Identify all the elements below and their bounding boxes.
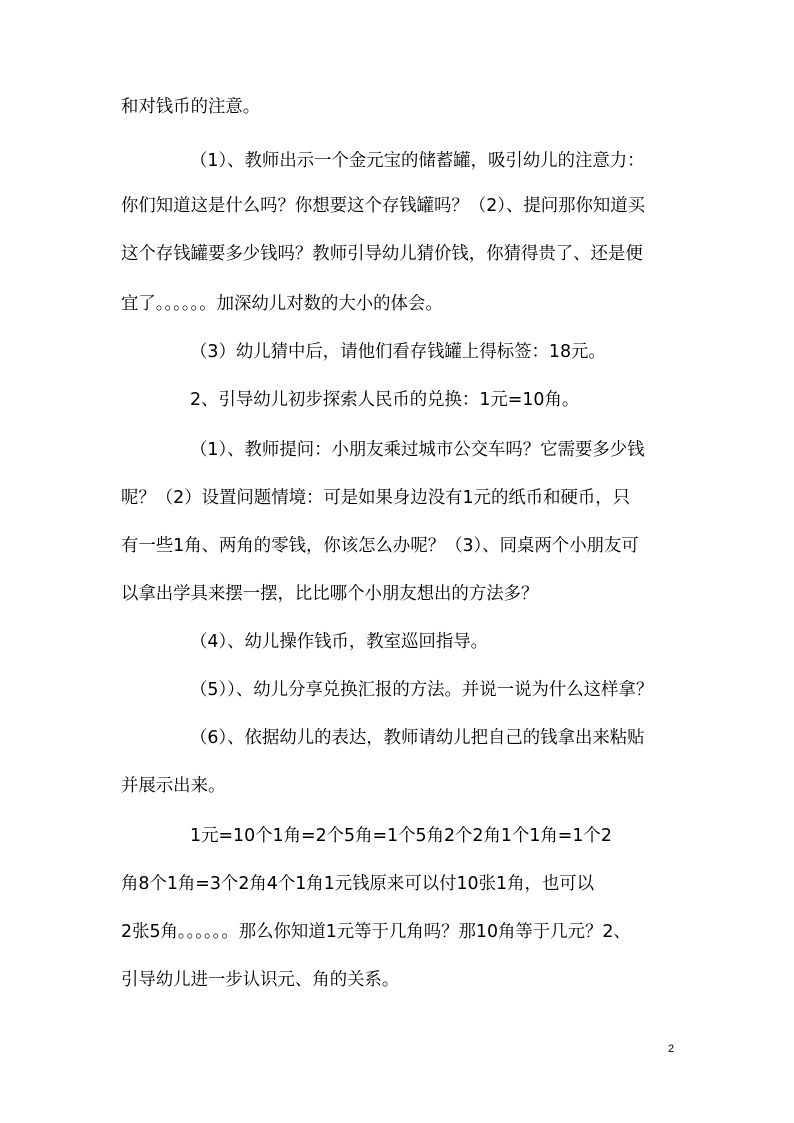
text-line: （6）、依据幼儿的表达，教师请幼儿把自己的钱拿出来粘贴 <box>190 728 645 748</box>
text-line: （4）、幼儿操作钱币，教室巡回指导。 <box>190 632 489 652</box>
text-line: 宜了。。。。。。加深幼儿对数的大小的体会。 <box>121 294 443 314</box>
text-line: 1元=10个1角=2个5角=1个5角2个2角1个1角=1个2 <box>190 826 612 846</box>
text-line: 呢？（2）设置问题情境：可是如果身边没有1元的纸币和硬币，只 <box>121 488 631 508</box>
text-line: （1）、教师出示一个金元宝的储蓄罐，吸引幼儿的注意力： <box>190 151 645 171</box>
text-line: 这个存钱罐要多少钱吗？教师引导幼儿猜价钱，你猜得贵了、还是便 <box>121 244 643 264</box>
text-line: （1）、教师提问：小朋友乘过城市公交车吗？它需要多少钱 <box>190 440 645 460</box>
text-line: 你们知道这是什么吗？你想要这个存钱罐吗？（2）、提问那你知道买 <box>121 196 646 216</box>
text-line: 以拿出学具来摆一摆，比比哪个小朋友想出的方法多？ <box>121 584 539 604</box>
text-line: 有一些1角、两角的零钱，你该怎么办呢？（3）、同桌两个小朋友可 <box>121 536 639 556</box>
text-line: 引导幼儿进一步认识元、角的关系。 <box>121 970 400 990</box>
text-line: 角8个1角=3个2角4个1角1元钱原来可以付10张1角，也可以 <box>121 874 595 894</box>
text-line: 2、引导幼儿初步探索人民币的兑换：1元=10角。 <box>190 390 580 410</box>
text-line: 2张5角。。。。。。那么你知道1元等于几角吗？那10角等于几元？2、 <box>121 922 631 942</box>
text-line: 和对钱币的注意。 <box>121 97 261 117</box>
text-line: （5））、幼儿分享兑换汇报的方法。并说一说为什么这样拿？ <box>190 680 654 700</box>
text-line: 并展示出来。 <box>121 776 226 796</box>
text-line: （3）幼儿猜中后，请他们看存钱罐上得标签：18元。 <box>190 342 606 362</box>
page-number: 2 <box>668 1043 675 1055</box>
